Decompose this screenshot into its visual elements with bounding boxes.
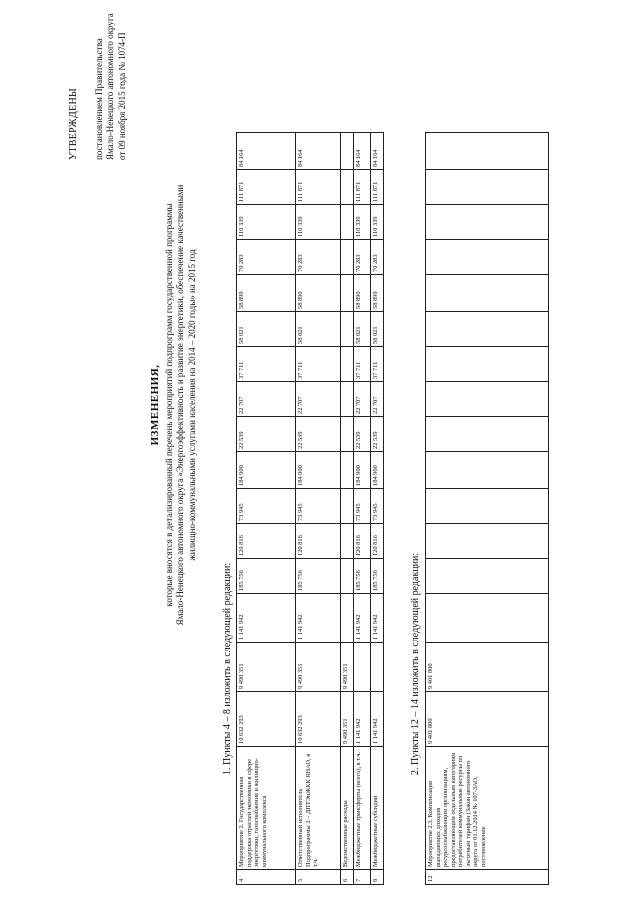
title-line: Ямало-Ненецкого автономного округа «Энергоэффективность и развитие энергетики, обеспечение качественными	[175, 184, 185, 626]
value-cell	[341, 417, 354, 452]
table-row	[426, 133, 549, 885]
value-cell	[341, 133, 354, 170]
value-cell: 9 401 800	[426, 643, 549, 692]
table-row	[237, 133, 296, 885]
value-cell: 120 816	[371, 524, 384, 559]
value-cell: 37 711	[354, 347, 371, 382]
value-cell	[341, 347, 354, 382]
section2-label: 2. Пункты 12 – 14 изложить в следующей редакции:	[410, 552, 421, 775]
value-cell	[341, 170, 354, 205]
value-cell	[426, 382, 549, 417]
value-cell: 73 945	[296, 489, 341, 524]
value-cell: 58 021	[354, 312, 371, 347]
value-cell	[371, 643, 384, 692]
value-cell	[341, 524, 354, 559]
value-cell: 184 900	[296, 452, 341, 489]
value-cell: 1 141 942	[371, 594, 384, 643]
value-cell: 110 339	[237, 205, 296, 240]
value-cell: 22 707	[371, 382, 384, 417]
value-cell	[341, 452, 354, 489]
row-number: 8	[371, 870, 384, 885]
value-cell	[426, 347, 549, 382]
value-cell	[426, 312, 549, 347]
value-cell: 22 707	[237, 382, 296, 417]
approval-line: от 09 ноября 2015 года № 1074-П	[116, 32, 127, 160]
value-cell: 22 539	[296, 417, 341, 452]
value-cell: 9 490 351	[341, 692, 354, 747]
table-row	[354, 133, 371, 885]
value-cell: 84 164	[296, 133, 341, 170]
value-cell	[426, 275, 549, 312]
changes-table-1	[236, 132, 384, 885]
row-description: Межбюджетные субсидии	[371, 747, 384, 870]
value-cell	[426, 170, 549, 205]
value-cell: 22 539	[354, 417, 371, 452]
approval-block	[68, 13, 128, 160]
value-cell	[341, 205, 354, 240]
value-cell: 1 141 942	[354, 594, 371, 643]
table-row	[296, 133, 341, 885]
value-cell: 111 871	[237, 170, 296, 205]
value-cell	[341, 275, 354, 312]
value-cell	[426, 452, 549, 489]
value-cell: 73 945	[354, 489, 371, 524]
value-cell	[426, 489, 549, 524]
value-cell: 1 141 942	[296, 594, 341, 643]
value-cell	[354, 643, 371, 692]
row-description: Ведомственные расходы	[341, 747, 354, 870]
document-title	[150, 95, 198, 715]
row-description: Мероприятие 2.3. Компенсация выпадающих доходов ресурсоснабжающим организациям, предоставляющим отдельным категориям потребителей коммунальные ресурсы по льготным тарифам (Закон автономного округа от 01.12.2014 № 107-ЗАО, постановление	[426, 747, 549, 870]
value-cell: 37 711	[237, 347, 296, 382]
approval-heading: УТВЕРЖДЕНЫ	[68, 87, 79, 160]
value-cell: 58 890	[237, 275, 296, 312]
value-cell: 9 490 351	[341, 643, 354, 692]
row-description: Ответственный исполнитель Подпрограммы 2 – ДПТЭиЖКК ЯНАО, в т.ч.	[296, 747, 341, 870]
value-cell: 70 283	[354, 240, 371, 275]
value-cell: 1 141 942	[237, 594, 296, 643]
value-cell: 120 816	[296, 524, 341, 559]
value-cell	[426, 205, 549, 240]
value-cell	[341, 559, 354, 594]
value-cell: 111 871	[354, 170, 371, 205]
table-row	[341, 133, 354, 885]
value-cell: 22 539	[237, 417, 296, 452]
value-cell	[426, 594, 549, 643]
value-cell	[426, 524, 549, 559]
value-cell: 184 900	[354, 452, 371, 489]
row-number: 5	[296, 870, 341, 885]
section1-label: 1. Пункты 4 – 8 изложить в следующей редакции:	[222, 562, 233, 775]
row-description: Межбюджетные трансферты (всего), в т.ч.	[354, 747, 371, 870]
value-cell: 185 756	[296, 559, 341, 594]
value-cell	[341, 489, 354, 524]
value-cell: 185 756	[237, 559, 296, 594]
row-number: 12	[426, 870, 549, 885]
value-cell: 10 632 293	[237, 692, 296, 747]
value-cell: 111 871	[371, 170, 384, 205]
value-cell: 22 707	[354, 382, 371, 417]
value-cell: 9 490 351	[296, 643, 341, 692]
value-cell: 22 707	[296, 382, 341, 417]
value-cell: 70 283	[237, 240, 296, 275]
value-cell	[426, 133, 549, 170]
value-cell	[426, 417, 549, 452]
value-cell: 185 756	[354, 559, 371, 594]
value-cell: 110 339	[296, 205, 341, 240]
value-cell: 10 632 293	[296, 692, 341, 747]
row-number: 4	[237, 870, 296, 885]
title-line: жилищно-коммунальными услугами населения на 2014 – 2020 годы» на 2015 год	[186, 249, 197, 561]
value-cell: 110 339	[354, 205, 371, 240]
value-cell: 9 401 800	[426, 692, 549, 747]
row-number: 6	[341, 870, 354, 885]
value-cell: 58 021	[371, 312, 384, 347]
value-cell: 70 283	[296, 240, 341, 275]
value-cell: 1 141 942	[371, 692, 384, 747]
value-cell: 22 539	[371, 417, 384, 452]
title-line: которые вносятся в детализированный перечень мероприятий подпрограмм государственной программы	[163, 203, 174, 607]
value-cell: 184 900	[237, 452, 296, 489]
value-cell: 58 021	[296, 312, 341, 347]
value-cell: 37 711	[371, 347, 384, 382]
value-cell: 73 945	[371, 489, 384, 524]
value-cell	[341, 382, 354, 417]
value-cell: 37 711	[296, 347, 341, 382]
value-cell	[426, 559, 549, 594]
value-cell: 111 871	[296, 170, 341, 205]
row-description: Мероприятие 2. Государственная поддержка отраслей экономики в сфере энергетики, газоснабжения и жилищно-коммунального комплекса	[237, 747, 296, 870]
title-heading: ИЗМЕНЕНИЯ,	[149, 364, 161, 446]
value-cell: 184 900	[371, 452, 384, 489]
value-cell: 185 756	[371, 559, 384, 594]
value-cell: 9 490 351	[237, 643, 296, 692]
value-cell: 84 164	[371, 133, 384, 170]
value-cell: 110 339	[371, 205, 384, 240]
value-cell	[426, 240, 549, 275]
approval-line: Ямало-Ненецкого автономного округа	[105, 13, 115, 160]
value-cell: 58 890	[354, 275, 371, 312]
value-cell: 1 141 942	[354, 692, 371, 747]
value-cell	[341, 240, 354, 275]
value-cell: 73 945	[237, 489, 296, 524]
value-cell: 84 164	[237, 133, 296, 170]
value-cell	[341, 594, 354, 643]
value-cell: 58 890	[296, 275, 341, 312]
approval-line: постановлением Правительства	[93, 38, 104, 160]
value-cell: 58 890	[371, 275, 384, 312]
value-cell	[341, 312, 354, 347]
value-cell: 120 816	[354, 524, 371, 559]
value-cell: 120 816	[237, 524, 296, 559]
changes-table-2	[425, 132, 549, 885]
value-cell: 70 283	[371, 240, 384, 275]
value-cell: 84 164	[354, 133, 371, 170]
row-number: 7	[354, 870, 371, 885]
value-cell: 58 021	[237, 312, 296, 347]
table-row	[371, 133, 384, 885]
